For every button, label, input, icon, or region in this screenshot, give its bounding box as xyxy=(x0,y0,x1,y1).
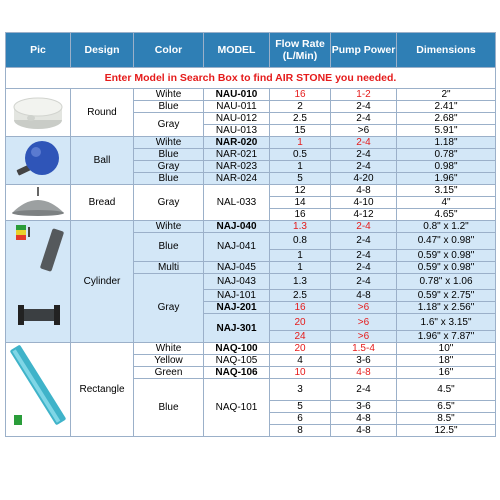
dimensions-cell: 1.18" x 2.56" xyxy=(397,302,496,314)
color-cell: Blue xyxy=(134,149,204,161)
flow-cell: 12 xyxy=(270,185,331,197)
design-round: Round xyxy=(71,89,134,137)
design-bread: Bread xyxy=(71,185,134,221)
model-cell: NAJ-043 xyxy=(204,273,270,290)
power-cell: 2-4 xyxy=(331,113,397,125)
color-cell: Wihte xyxy=(134,137,204,149)
search-instruction-text: Enter Model in Search Box to find AIR STONE you needed. xyxy=(6,68,496,89)
dimensions-cell: 1.18" xyxy=(397,137,496,149)
power-cell: >6 xyxy=(331,314,397,331)
design-cylinder: Cylinder xyxy=(71,221,134,343)
power-cell: 1-2 xyxy=(331,89,397,101)
model-cell: NAJ-301 xyxy=(204,314,270,343)
header-pic: Pic xyxy=(6,33,71,68)
model-cell: NAJ-041 xyxy=(204,233,270,262)
power-cell: 3-6 xyxy=(331,401,397,413)
color-cell: Green xyxy=(134,367,204,379)
color-cell: Yellow xyxy=(134,355,204,367)
flow-cell: 2 xyxy=(270,101,331,113)
model-cell: NAQ-105 xyxy=(204,355,270,367)
color-cell: Gray xyxy=(134,185,204,221)
model-cell: NAQ-100 xyxy=(204,343,270,355)
flow-cell: 0.8 xyxy=(270,233,331,250)
power-cell: 4-20 xyxy=(331,173,397,185)
flow-cell: 5 xyxy=(270,173,331,185)
power-cell: 2-4 xyxy=(331,273,397,290)
dimensions-cell: 0.8" x 1.2" xyxy=(397,221,496,233)
power-cell: 2-4 xyxy=(331,233,397,250)
flow-cell: 2.5 xyxy=(270,113,331,125)
cylinder-stone-icon xyxy=(8,221,68,339)
color-cell: Gray xyxy=(134,113,204,137)
dimensions-cell: 18" xyxy=(397,355,496,367)
dimensions-cell: 10" xyxy=(397,343,496,355)
dimensions-cell: 4" xyxy=(397,197,496,209)
header-color: Color xyxy=(134,33,204,68)
flow-cell: 2.5 xyxy=(270,290,331,302)
dimensions-cell: 16" xyxy=(397,367,496,379)
dimensions-cell: 2.41" xyxy=(397,101,496,113)
flow-cell: 1 xyxy=(270,249,331,261)
design-ball: Ball xyxy=(71,137,134,185)
flow-cell: 20 xyxy=(270,343,331,355)
header-model: MODEL xyxy=(204,33,270,68)
flow-cell: 10 xyxy=(270,367,331,379)
color-cell: White xyxy=(134,343,204,355)
color-cell: Multi xyxy=(134,261,204,273)
model-cell: NAQ-106 xyxy=(204,367,270,379)
model-cell: NAR-020 xyxy=(204,137,270,149)
color-cell: Wihte xyxy=(134,89,204,101)
color-cell: Blue xyxy=(134,233,204,262)
power-cell: 2-4 xyxy=(331,221,397,233)
power-cell: 4-8 xyxy=(331,413,397,425)
table-row xyxy=(6,185,496,197)
model-cell: NAR-024 xyxy=(204,173,270,185)
flow-cell: 0.5 xyxy=(270,149,331,161)
color-cell: Gray xyxy=(134,273,204,342)
ball-air-stone-image xyxy=(6,137,71,185)
power-cell: >6 xyxy=(331,331,397,343)
dimensions-cell: 1.96" xyxy=(397,173,496,185)
power-cell: 2-4 xyxy=(331,101,397,113)
flow-cell: 15 xyxy=(270,125,331,137)
flow-cell: 6 xyxy=(270,413,331,425)
cylinder-air-stone-image xyxy=(6,221,71,343)
dimensions-cell: 3.15" xyxy=(397,185,496,197)
color-cell: Blue xyxy=(134,379,204,437)
model-cell: NAJ-040 xyxy=(204,221,270,233)
dimensions-cell: 1.6" x 3.15" xyxy=(397,314,496,331)
table-row xyxy=(6,221,496,233)
model-cell: NAU-010 xyxy=(204,89,270,101)
flow-cell: 14 xyxy=(270,197,331,209)
table-row xyxy=(6,137,496,149)
rectangle-stone-icon xyxy=(8,343,68,433)
flow-cell: 8 xyxy=(270,425,331,437)
bread-air-stone-image xyxy=(6,185,71,221)
model-cell: NAJ-045 xyxy=(204,261,270,273)
flow-cell: 3 xyxy=(270,379,331,401)
header-pump-power: Pump Power xyxy=(331,33,397,68)
table-row xyxy=(6,89,496,101)
header-dimensions: Dimensions xyxy=(397,33,496,68)
bread-stone-icon xyxy=(8,185,68,217)
power-cell: 4-12 xyxy=(331,209,397,221)
dimensions-cell: 0.59" x 2.75" xyxy=(397,290,496,302)
model-cell: NAJ-201 xyxy=(204,302,270,314)
dimensions-cell: 0.59" x 0.98" xyxy=(397,261,496,273)
power-cell: 2-4 xyxy=(331,261,397,273)
dimensions-cell: 8.5" xyxy=(397,413,496,425)
power-cell: >6 xyxy=(331,125,397,137)
power-cell: 2-4 xyxy=(331,137,397,149)
power-cell: >6 xyxy=(331,302,397,314)
dimensions-cell: 0.98" xyxy=(397,161,496,173)
model-cell: NAU-013 xyxy=(204,125,270,137)
dimensions-cell: 0.47" x 0.98" xyxy=(397,233,496,250)
rectangle-air-stone-image xyxy=(6,343,71,437)
power-cell: 2-4 xyxy=(331,249,397,261)
flow-cell: 1.3 xyxy=(270,273,331,290)
flow-cell: 20 xyxy=(270,314,331,331)
color-cell: Gray xyxy=(134,161,204,173)
dimensions-cell: 1.96" x 7.87" xyxy=(397,331,496,343)
color-cell: Blue xyxy=(134,101,204,113)
flow-cell: 24 xyxy=(270,331,331,343)
power-cell: 4-8 xyxy=(331,425,397,437)
power-cell: 4-10 xyxy=(331,197,397,209)
dimensions-cell: 2.68" xyxy=(397,113,496,125)
search-instruction-row xyxy=(6,68,496,89)
model-cell: NAJ-101 xyxy=(204,290,270,302)
header-flow-rate: Flow Rate (L/Min) xyxy=(270,33,331,68)
air-stone-spec-table xyxy=(5,32,496,437)
power-cell: 1.5-4 xyxy=(331,343,397,355)
power-cell: 3-6 xyxy=(331,355,397,367)
flow-cell: 16 xyxy=(270,209,331,221)
dimensions-cell: 2" xyxy=(397,89,496,101)
dimensions-cell: 0.78" xyxy=(397,149,496,161)
color-cell: Blue xyxy=(134,173,204,185)
flow-cell: 4 xyxy=(270,355,331,367)
flow-cell: 1 xyxy=(270,261,331,273)
power-cell: 4-8 xyxy=(331,290,397,302)
header-design: Design xyxy=(71,33,134,68)
flow-cell: 1 xyxy=(270,161,331,173)
dimensions-cell: 4.65" xyxy=(397,209,496,221)
ball-stone-icon xyxy=(8,138,68,180)
round-air-stone-image xyxy=(6,89,71,137)
dimensions-cell: 12.5" xyxy=(397,425,496,437)
model-cell: NAQ-101 xyxy=(204,379,270,437)
dimensions-cell: 5.91" xyxy=(397,125,496,137)
color-cell: Wihte xyxy=(134,221,204,233)
power-cell: 4-8 xyxy=(331,185,397,197)
flow-cell: 1.3 xyxy=(270,221,331,233)
top-margin xyxy=(0,0,500,32)
dimensions-cell: 0.78" x 1.06 xyxy=(397,273,496,290)
round-stone-icon xyxy=(8,90,68,132)
dimensions-cell: 0.59" x 0.98" xyxy=(397,249,496,261)
flow-cell: 1 xyxy=(270,137,331,149)
power-cell: 2-4 xyxy=(331,161,397,173)
model-cell: NAU-011 xyxy=(204,101,270,113)
flow-cell: 5 xyxy=(270,401,331,413)
model-cell: NAU-012 xyxy=(204,113,270,125)
power-cell: 2-4 xyxy=(331,379,397,401)
power-cell: 4-8 xyxy=(331,367,397,379)
flow-cell: 16 xyxy=(270,302,331,314)
table-header-row xyxy=(6,33,496,68)
model-cell: NAR-023 xyxy=(204,161,270,173)
design-rectangle: Rectangle xyxy=(71,343,134,437)
model-cell: NAL-033 xyxy=(204,185,270,221)
dimensions-cell: 6.5" xyxy=(397,401,496,413)
table-row xyxy=(6,343,496,355)
dimensions-cell: 4.5" xyxy=(397,379,496,401)
model-cell: NAR-021 xyxy=(204,149,270,161)
power-cell: 2-4 xyxy=(331,149,397,161)
flow-cell: 16 xyxy=(270,89,331,101)
